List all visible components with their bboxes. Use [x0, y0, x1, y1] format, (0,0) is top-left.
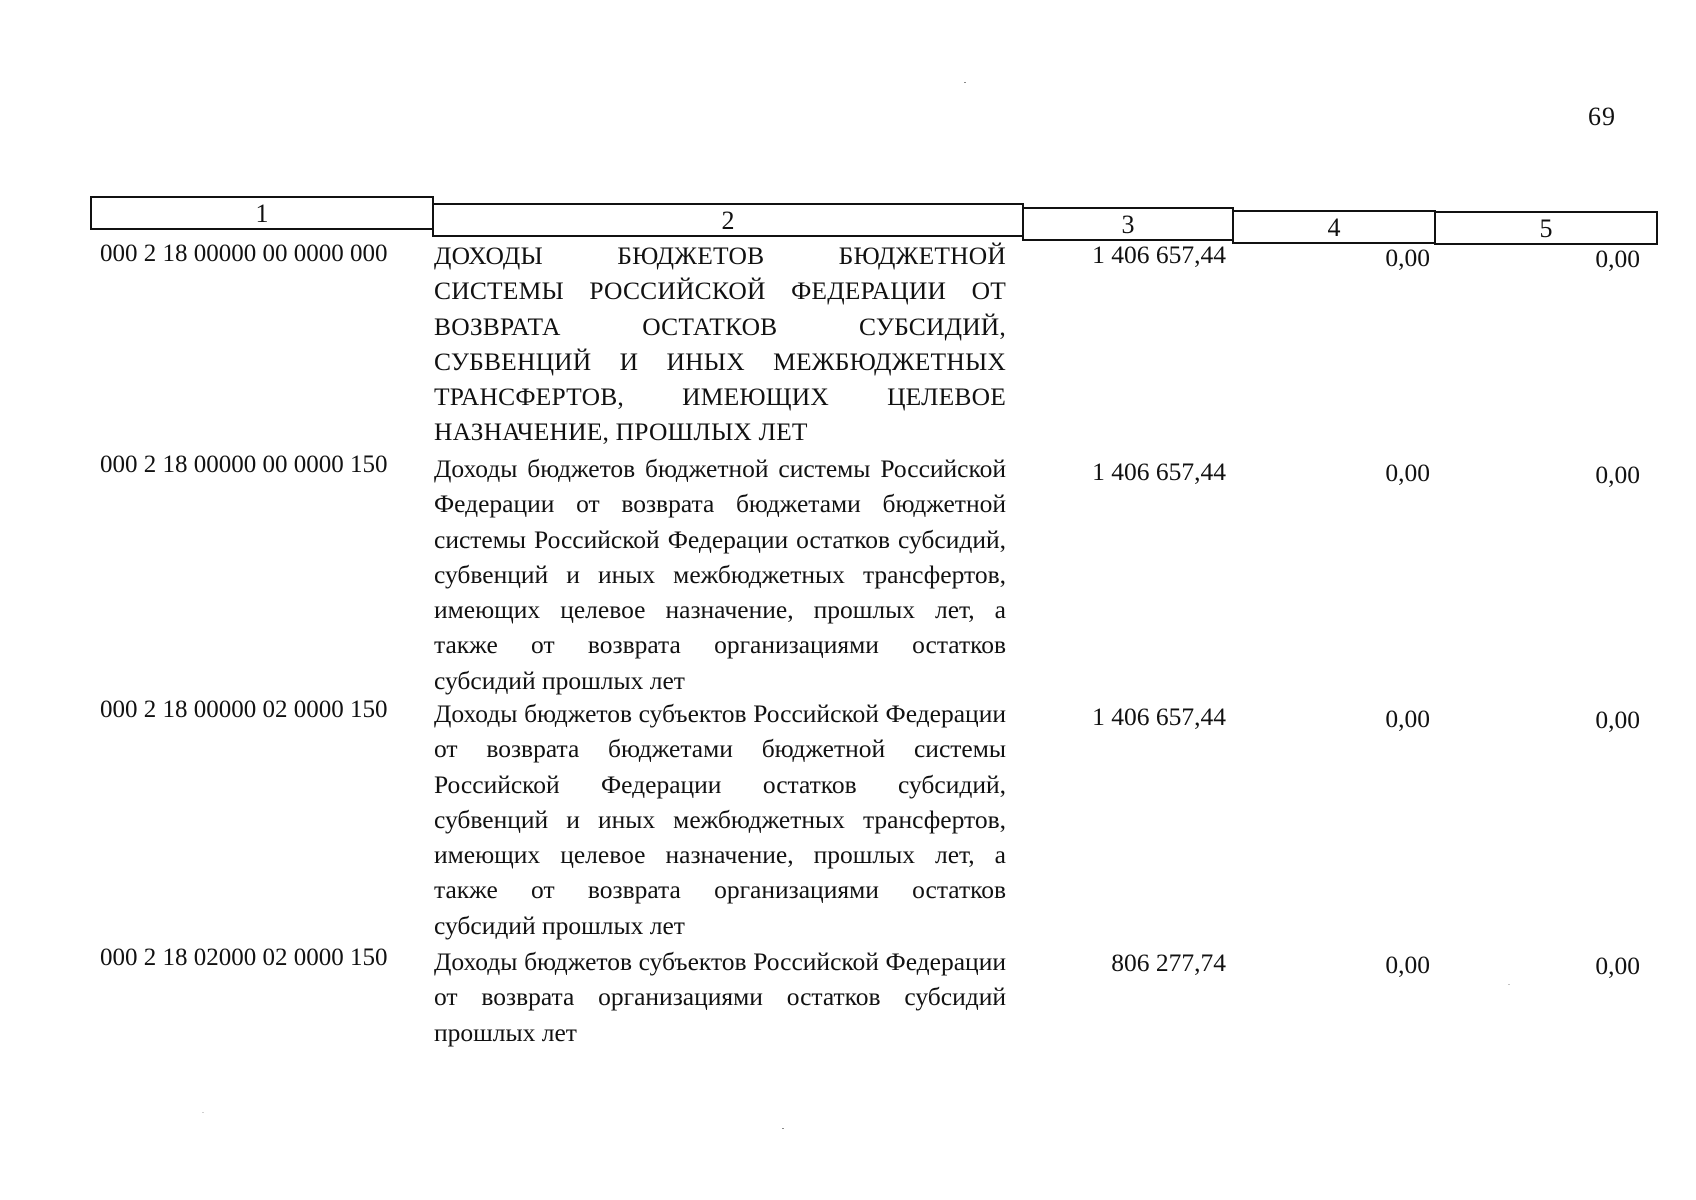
row-code: 000 2 18 00000 00 0000 150 — [100, 451, 388, 478]
row-code: 000 2 18 00000 02 0000 150 — [100, 696, 388, 723]
header-cell-1: 1 — [90, 196, 434, 230]
row-col3-value: 1 406 657,44 — [1092, 457, 1226, 486]
row-col4-value: 0,00 — [1385, 950, 1430, 979]
row-col4-value: 0,00 — [1385, 704, 1430, 733]
header-cell-5: 5 — [1434, 211, 1658, 245]
row-col5-value: 0,00 — [1595, 705, 1640, 734]
row-description: Доходы бюджетов субъектов Российской Федерации от возврата бюджетами бюджетной системы Российской Федерации остатков субсидий, субвенций и иных межбюджетных трансфертов, имеющих целевое назначение, прошлых лет, а также от возврата организациями остатков субсидий прошлых лет — [434, 699, 1006, 940]
row-description: Доходы бюджетов субъектов Российской Федерации от возврата организациями остатков субсидий прошлых лет — [434, 947, 1006, 1047]
table-header — [0, 0, 1696, 260]
page-number: 69 — [1588, 102, 1616, 131]
header-cell-4: 4 — [1232, 210, 1436, 244]
header-cell-2: 2 — [432, 203, 1024, 237]
scan-speck — [1508, 984, 1510, 985]
row-col3-value: 806 277,74 — [1111, 948, 1226, 977]
row-col4-value: 0,00 — [1385, 458, 1430, 487]
header-cell-3: 3 — [1022, 207, 1234, 241]
row-description: Доходы бюджетов бюджетной системы Российской Федерации от возврата бюджетами бюджетной системы Российской Федерации остатков субсидий, субвенций и иных межбюджетных трансфертов, имеющих целевое назначение, прошлых лет, а также от возврата организациями остатков субсидий прошлых лет — [434, 454, 1006, 695]
row-col4-value: 0,00 — [1385, 243, 1430, 272]
scan-speck — [964, 82, 966, 83]
row-code: 000 2 18 02000 02 0000 150 — [100, 944, 388, 971]
scan-speck — [782, 1128, 784, 1129]
row-col5-value: 0,00 — [1595, 244, 1640, 273]
row-col3-value: 1 406 657,44 — [1092, 702, 1226, 731]
row-col5-value: 0,00 — [1595, 951, 1640, 980]
row-col5-value: 0,00 — [1595, 460, 1640, 489]
row-description: ДОХОДЫ БЮДЖЕТОВ БЮДЖЕТНОЙ СИСТЕМЫ РОССИЙСКОЙ ФЕДЕРАЦИИ ОТ ВОЗВРАТА ОСТАТКОВ СУБСИДИЙ, СУБВЕНЦИЙ И ИНЫХ МЕЖБЮДЖЕТНЫХ ТРАНСФЕРТОВ, ИМЕЮЩИХ ЦЕЛЕВОЕ НАЗНАЧЕНИЕ, ПРОШЛЫХ ЛЕТ — [434, 241, 1006, 447]
row-col3-value: 1 406 657,44 — [1092, 240, 1226, 269]
row-code: 000 2 18 00000 00 0000 000 — [100, 240, 388, 267]
scan-speck — [202, 1112, 204, 1113]
